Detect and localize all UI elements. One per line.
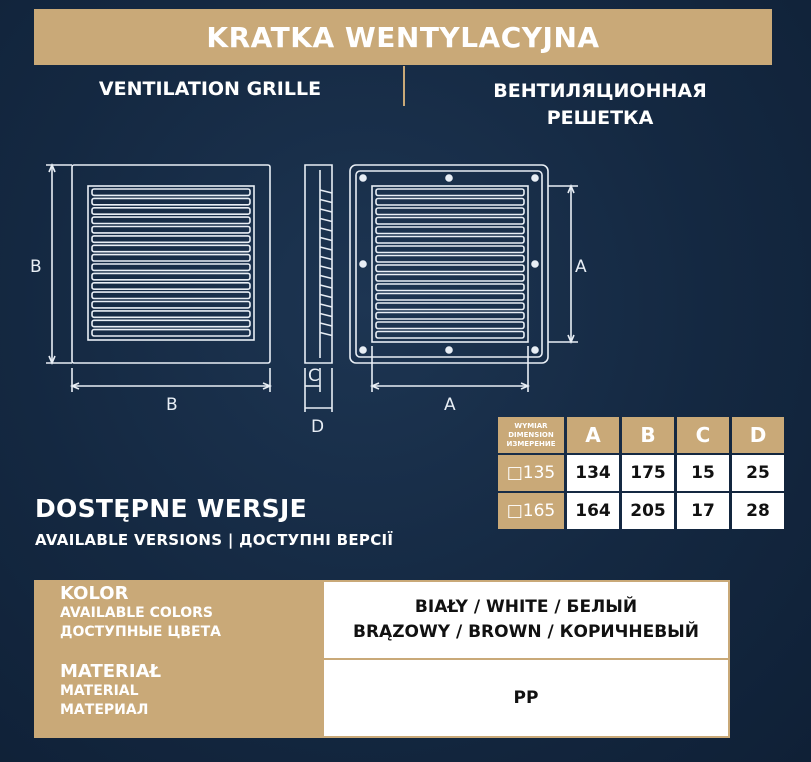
- louver-slat: [92, 302, 250, 308]
- material-label-cell: [35, 659, 323, 737]
- cell-value: 17: [677, 493, 729, 529]
- versions-title: DOSTĘPNE WERSJE: [35, 494, 307, 523]
- louver-slat: [92, 217, 250, 223]
- label-c: C: [308, 366, 320, 386]
- louver-slat: [92, 208, 250, 214]
- back-view-louvers: [376, 189, 524, 338]
- side-rib: [320, 209, 332, 212]
- side-rib: [320, 276, 332, 279]
- louver-slat: [376, 303, 524, 310]
- louver-slat: [92, 283, 250, 289]
- cell-value: 25: [732, 455, 784, 491]
- side-view-profile: [305, 165, 332, 363]
- label-b-vertical: B: [30, 257, 42, 277]
- spec-row-color: [35, 581, 729, 659]
- color-label-pl: KOLOR: [60, 583, 129, 604]
- side-rib: [320, 266, 332, 269]
- page-title: KRATKA WENTYLACYJNA: [206, 20, 600, 54]
- cell-value: 15: [677, 455, 729, 491]
- cell-value: 134: [567, 455, 619, 491]
- side-rib: [320, 323, 332, 326]
- label-a-horizontal: A: [444, 395, 456, 415]
- louver-slat: [376, 332, 524, 339]
- louver-slat: [376, 246, 524, 253]
- louver-slat: [376, 189, 524, 196]
- color-label-en: AVAILABLE COLORS: [60, 605, 213, 621]
- color-value-line2: BRĄZOWY / BROWN / КОРИЧНЕВЫЙ: [352, 622, 700, 642]
- cell-value: 28: [732, 493, 784, 529]
- material-label-pl: MATERIAŁ: [60, 661, 162, 682]
- dimension-table: [495, 415, 787, 531]
- louver-slat: [92, 311, 250, 317]
- louver-slat: [376, 322, 524, 329]
- louver-slat: [92, 292, 250, 298]
- louver-slat: [376, 208, 524, 215]
- louver-slat: [92, 255, 250, 261]
- cell-value: 205: [622, 493, 674, 529]
- louver-slat: [376, 256, 524, 263]
- color-value-line1: BIAŁY / WHITE / БЕЛЫЙ: [414, 597, 638, 617]
- louver-slat: [376, 313, 524, 320]
- corner-line1: WYMIAR: [514, 421, 548, 430]
- color-label-cell: [35, 581, 323, 659]
- side-rib: [320, 285, 332, 288]
- louver-slat: [376, 218, 524, 225]
- corner-line3: ИЗМЕРЕНИЕ: [506, 439, 556, 448]
- side-rib: [320, 219, 332, 222]
- side-rib: [320, 200, 332, 203]
- side-rib: [320, 257, 332, 260]
- spec-row-material: [35, 659, 729, 737]
- table-row: [498, 455, 784, 491]
- side-rib: [320, 295, 332, 298]
- header-d: D: [732, 417, 784, 453]
- louver-slat: [376, 284, 524, 291]
- cell-value: 175: [622, 455, 674, 491]
- louver-slat: [92, 264, 250, 270]
- louver-slat: [376, 265, 524, 272]
- louver-slat: [376, 199, 524, 206]
- subtitle-russian-line1: ВЕНТИЛЯЦИОННАЯ: [493, 80, 707, 102]
- corner-line2: DIMENSION: [508, 430, 554, 439]
- subtitle-english: VENTILATION GRILLE: [98, 78, 322, 100]
- side-rib: [320, 238, 332, 241]
- louver-slat: [92, 330, 250, 336]
- label-b-horizontal: B: [166, 395, 178, 415]
- versions-subtitle: AVAILABLE VERSIONS | ДОСТУПНІ ВЕРСІЇ: [35, 531, 394, 549]
- louver-slat: [92, 245, 250, 251]
- label-d: D: [311, 417, 325, 437]
- material-label-en: MATERIAL: [60, 683, 139, 699]
- side-rib: [320, 247, 332, 250]
- louver-slat: [92, 320, 250, 326]
- subtitle-russian-line2: РЕШЕТКА: [546, 107, 654, 129]
- material-label-ru: МАТЕРИАЛ: [60, 702, 149, 718]
- louver-slat: [92, 189, 250, 195]
- color-value-cell: [323, 581, 729, 659]
- side-rib: [320, 190, 332, 193]
- louver-slat: [92, 236, 250, 242]
- row-label: □165: [498, 493, 564, 529]
- louver-slat: [92, 227, 250, 233]
- header-c: C: [677, 417, 729, 453]
- color-label-ru: ДОСТУПНЫЕ ЦВЕТА: [60, 624, 221, 640]
- back-view-screws: [360, 175, 538, 353]
- louver-slat: [92, 198, 250, 204]
- front-view-louvers: [92, 189, 250, 336]
- header-a: A: [567, 417, 619, 453]
- side-rib: [320, 314, 332, 317]
- louver-slat: [376, 275, 524, 282]
- side-view-ribs: [320, 190, 332, 336]
- row-label: □135: [498, 455, 564, 491]
- side-rib: [320, 304, 332, 307]
- material-value: PP: [323, 659, 729, 737]
- louver-slat: [376, 227, 524, 234]
- louver-slat: [92, 273, 250, 279]
- louver-slat: [376, 237, 524, 244]
- side-rib: [320, 333, 332, 336]
- label-a-vertical: A: [575, 257, 587, 277]
- dimension-corner-cell: [498, 417, 564, 453]
- side-rib: [320, 228, 332, 231]
- table-row: [498, 493, 784, 529]
- header-b: B: [622, 417, 674, 453]
- spec-table: [34, 580, 730, 738]
- cell-value: 164: [567, 493, 619, 529]
- louver-slat: [376, 294, 524, 301]
